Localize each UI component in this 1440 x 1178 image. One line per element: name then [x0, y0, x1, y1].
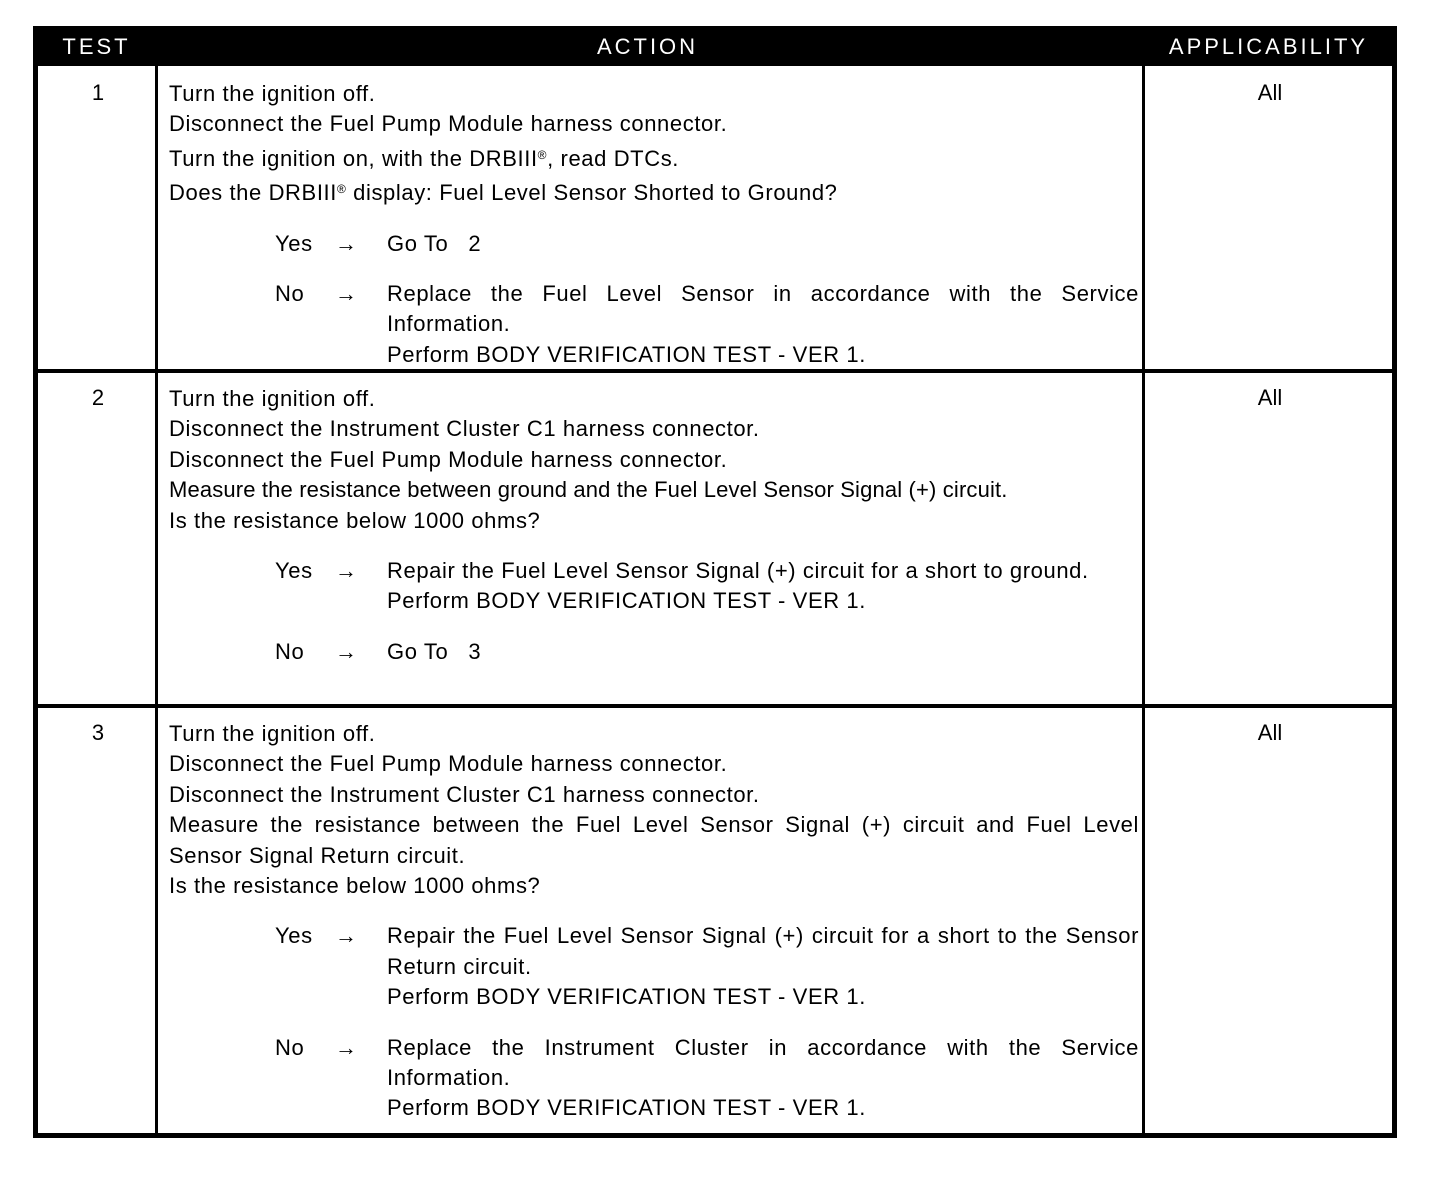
header-test: TEST — [62, 34, 131, 59]
answer-label: No — [275, 638, 305, 664]
registered-mark: ® — [537, 147, 548, 162]
header-action: ACTION — [596, 34, 699, 59]
answer-no — [169, 637, 1139, 667]
answer-label: No — [275, 1034, 305, 1060]
arrow-icon: → — [335, 558, 358, 584]
test-number: 3 — [91, 720, 105, 745]
answer-label: No — [275, 281, 305, 307]
answer-text: Perform BODY VERIFICATION TEST - VER 1. — [387, 341, 866, 367]
step-text: Disconnect the Fuel Pump Module harness connector. — [169, 111, 728, 137]
answer-yes — [169, 229, 1139, 259]
step-text: Disconnect the Instrument Cluster C1 harness connector. — [169, 416, 760, 442]
step-text: Measure the resistance between the Fuel Level Sensor Signal (+) circuit and Fuel Level Sensor Signal Return circuit. — [169, 812, 1139, 868]
applicability-value: All — [1257, 385, 1283, 410]
arrow-icon: → — [335, 230, 358, 256]
action-cell — [169, 79, 1139, 370]
answer-text: Perform BODY VERIFICATION TEST - VER 1. — [387, 984, 866, 1010]
answer-text: Repair the Fuel Level Sensor Signal (+) circuit for a short to ground. — [387, 558, 1089, 584]
step-text: Disconnect the Fuel Pump Module harness connector. — [169, 446, 728, 472]
question-text: Does the DRBIII® display: Fuel Level Sensor Shorted to Ground? — [169, 180, 838, 206]
answer-text: Go To 3 — [387, 638, 482, 664]
step-text: Turn the ignition on, with the DRBIII®, read DTCs. — [169, 145, 680, 171]
table-row — [38, 371, 1392, 706]
answer-label: Yes — [275, 923, 313, 949]
answer-text: Repair the Fuel Level Sensor Signal (+) circuit for a short to the Sensor Return circuit. — [387, 923, 1139, 979]
table-row — [38, 66, 1392, 369]
answer-text: Replace the Fuel Level Sensor in accordance with the Service Information. — [387, 281, 1139, 337]
step-text: Turn the ignition off. — [169, 81, 376, 106]
diagnostic-test-table — [33, 26, 1397, 1138]
applicability-value: All — [1257, 720, 1283, 745]
table-header — [38, 26, 1392, 66]
answer-text: Perform BODY VERIFICATION TEST - VER 1. — [387, 1095, 866, 1121]
test-number: 1 — [91, 80, 105, 105]
step-text: Disconnect the Fuel Pump Module harness connector. — [169, 751, 728, 777]
arrow-icon: → — [335, 1034, 358, 1060]
header-applicability: APPLICABILITY — [1168, 34, 1369, 59]
step-text: Turn the ignition off. — [169, 386, 376, 411]
arrow-icon: → — [335, 281, 358, 307]
answer-yes — [169, 921, 1139, 1012]
answer-yes — [169, 556, 1139, 617]
table-row — [38, 706, 1392, 1136]
registered-mark: ® — [336, 182, 347, 197]
action-cell — [169, 719, 1139, 1124]
answer-text: Replace the Instrument Cluster in accordance with the Service Information. — [387, 1034, 1139, 1091]
arrow-icon: → — [335, 923, 358, 949]
answer-no — [169, 279, 1139, 370]
answer-text: Go To 2 — [387, 230, 482, 256]
answer-text: Perform BODY VERIFICATION TEST - VER 1. — [387, 588, 866, 614]
question-text: Is the resistance below 1000 ohms? — [169, 507, 541, 533]
step-text: Turn the ignition off. — [169, 721, 376, 746]
test-number: 2 — [91, 385, 105, 410]
answer-label: Yes — [275, 230, 313, 256]
answer-label: Yes — [275, 558, 313, 584]
action-cell — [169, 384, 1139, 667]
step-text: Disconnect the Instrument Cluster C1 harness connector. — [169, 781, 760, 807]
question-text: Is the resistance below 1000 ohms? — [169, 873, 541, 899]
arrow-icon: → — [335, 638, 358, 664]
answer-no — [169, 1033, 1139, 1124]
applicability-value: All — [1257, 80, 1283, 105]
step-text: Measure the resistance between ground and the Fuel Level Sensor Signal (+) circuit. — [169, 477, 1008, 503]
